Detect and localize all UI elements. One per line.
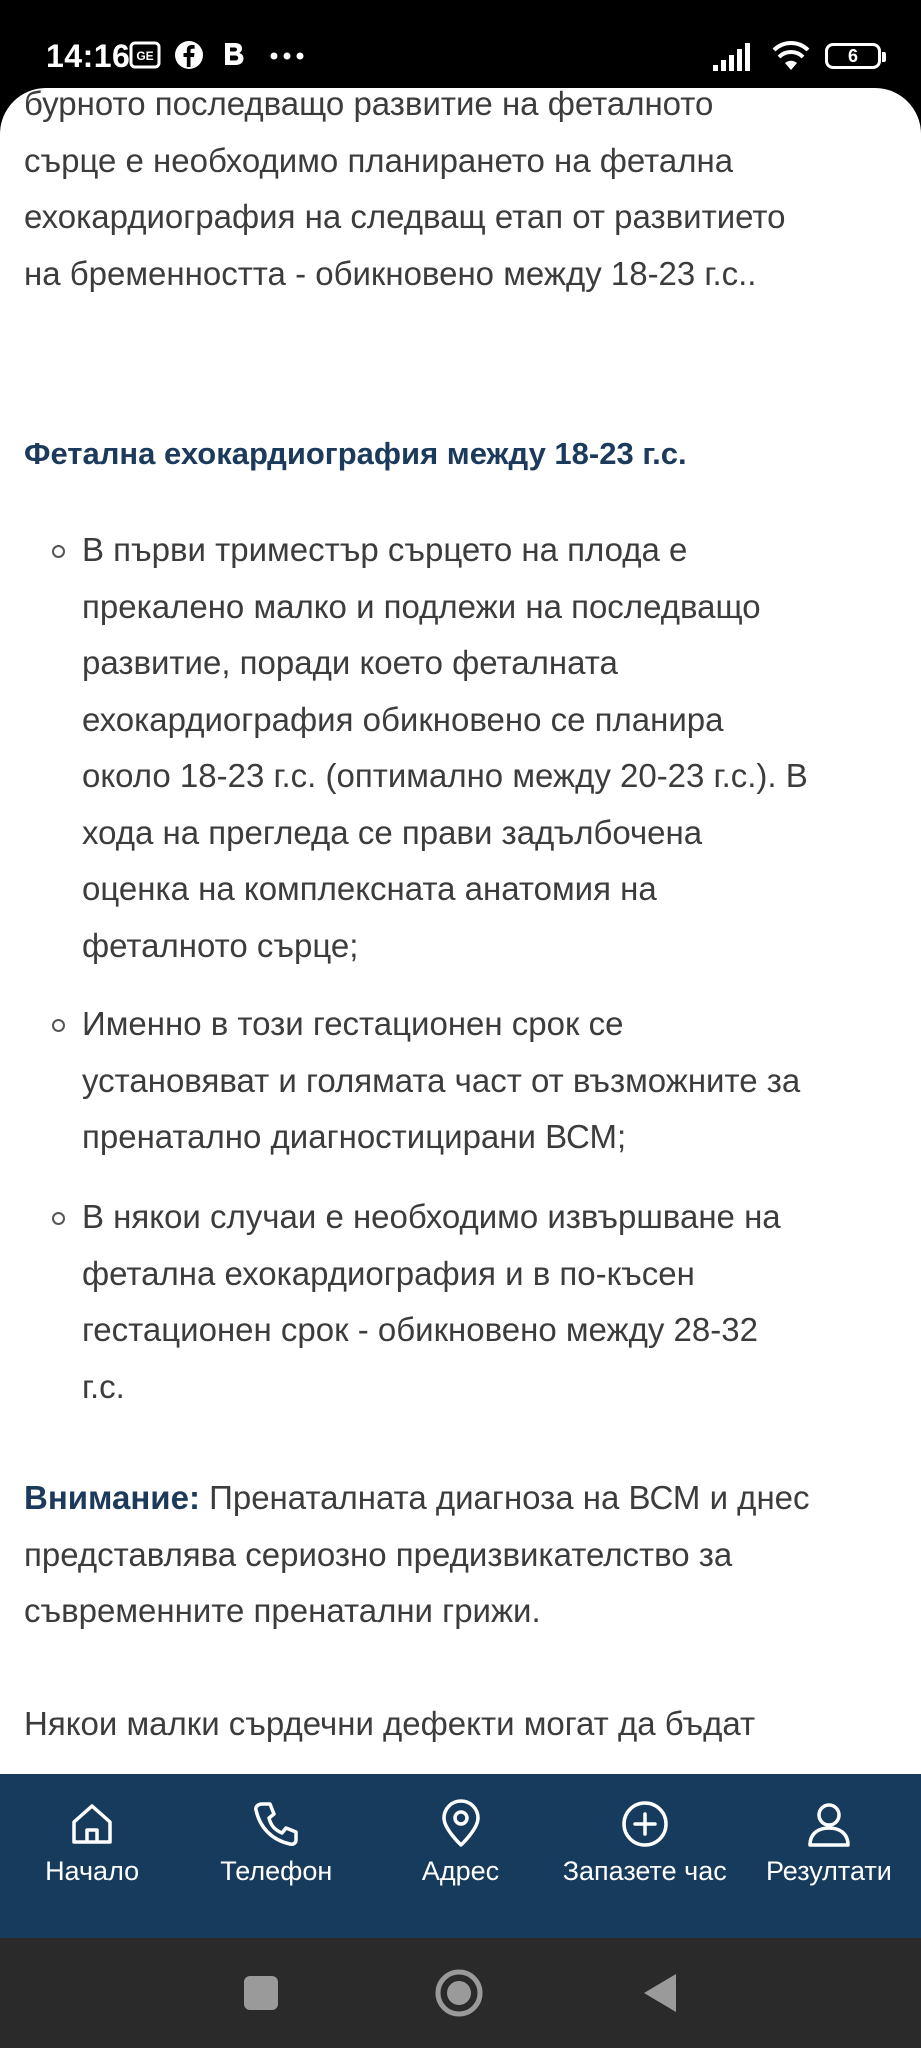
- plus-circle-icon: [619, 1798, 671, 1850]
- nav-home[interactable]: [0, 1774, 184, 1938]
- article-content[interactable]: [0, 85, 921, 1774]
- list-line: гестационен срок - обикновено между 28-32: [82, 1311, 758, 1348]
- list-line: В първи триместър сърцето на плода е: [82, 531, 688, 568]
- nav-label: Адрес: [421, 1856, 500, 1886]
- system-navigation-bar: [0, 1938, 921, 2048]
- back-button[interactable]: [642, 1972, 678, 2014]
- facebook-icon: [174, 40, 204, 70]
- vk-icon: [220, 40, 248, 68]
- bullet-marker: [52, 1212, 65, 1225]
- list-line: г.с.: [82, 1367, 125, 1405]
- bullet-marker: [52, 545, 65, 558]
- bullet-marker: [52, 1019, 65, 1032]
- wifi-icon: [771, 40, 811, 72]
- list-item: [82, 996, 892, 1166]
- list-line: около 18-23 г.с. (оптимално между 20-23 г.с.). В: [82, 757, 808, 794]
- list-line: установяват и голямата част от възможните за: [82, 1061, 801, 1099]
- svg-text:GE: GE: [136, 49, 154, 63]
- list-line: феталното сърце;: [82, 926, 359, 964]
- list-line: пренатално диагностицирани ВСМ;: [82, 1118, 627, 1155]
- system-status-icons: [713, 40, 881, 72]
- nav-address[interactable]: [368, 1774, 552, 1938]
- list-item: [82, 522, 892, 974]
- nav-label: Запазете час: [562, 1856, 727, 1886]
- list-line: хода на прегледа се прави задълбочена: [82, 813, 703, 851]
- attention-line: съвременните пренатални грижи.: [24, 1592, 541, 1629]
- nav-phone[interactable]: [184, 1774, 368, 1938]
- home-icon: [66, 1798, 118, 1850]
- battery-icon: [825, 43, 881, 69]
- intro-line: сърце е необходимо планирането на фетална: [24, 141, 734, 179]
- list-line: оценка на комплексната анатомия на: [82, 870, 657, 907]
- bottom-navigation: [0, 1774, 921, 1938]
- intro-line: на бременността - обикновено между 18-23 г.с..: [24, 254, 757, 292]
- nav-label: Начало: [45, 1856, 140, 1886]
- user-icon: [803, 1798, 855, 1850]
- attention-text: Пренаталната диагноза на ВСМ и днес: [199, 1479, 810, 1516]
- attention-paragraph: [24, 1470, 904, 1640]
- last-line: Някои малки сърдечни дефекти могат да бъдат: [24, 1705, 756, 1742]
- attention-line: представлява сериозно предизвикателство за: [24, 1535, 733, 1573]
- list-line: развитие, поради което феталната: [82, 644, 618, 681]
- intro-paragraph: [24, 76, 904, 302]
- section-heading: Фетална ехокардиография между 18-23 г.с.: [24, 436, 687, 471]
- intro-line: бурното последващо развитие на феталното: [24, 85, 714, 122]
- list-line: Именно в този гестационен срок се: [82, 1005, 624, 1042]
- list-item: [82, 1189, 892, 1415]
- attention-first-line: [24, 1470, 904, 1527]
- attention-label: Внимание:: [24, 1479, 200, 1516]
- phone-icon: [250, 1798, 302, 1850]
- recents-button[interactable]: [244, 1939, 280, 1975]
- nav-label: Телефон: [220, 1856, 333, 1886]
- intro-line: ехокардиография на следващ етап от развитието: [24, 198, 786, 235]
- list-line: прекалено малко и подлежи на последващо: [82, 587, 761, 625]
- clock: 14:16: [46, 38, 131, 74]
- nav-label: Резултати: [765, 1856, 892, 1886]
- nav-booking[interactable]: [553, 1774, 737, 1938]
- battery-level: 6: [847, 45, 858, 66]
- list-line: ехокардиография обикновено се планира: [82, 700, 724, 738]
- news-icon: [130, 42, 160, 68]
- location-pin-icon: [435, 1798, 487, 1850]
- list-line: фетална ехокардиография и в по-късен: [82, 1254, 695, 1292]
- recents-button-shape[interactable]: [244, 1976, 278, 2010]
- more-dots-icon: [270, 52, 304, 60]
- home-button[interactable]: [434, 1968, 484, 2018]
- nav-results[interactable]: [737, 1774, 921, 1938]
- list-line: В някои случаи е необходимо извършване на: [82, 1198, 781, 1235]
- signal-icon: [713, 41, 757, 71]
